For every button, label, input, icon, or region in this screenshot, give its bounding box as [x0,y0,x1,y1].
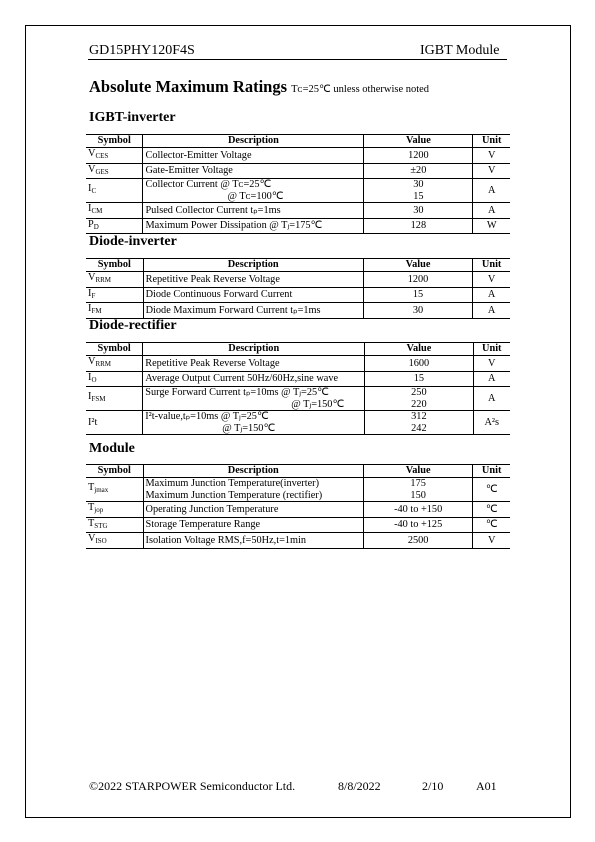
table-row [86,218,510,234]
value-cell: 30 [364,203,473,219]
ratings-table-module [86,464,510,549]
unit-cell: ℃ [473,478,510,502]
page-title-condition: Tᴄ=25℃ unless otherwise noted [291,84,430,95]
value-cell: 1200 [364,148,473,164]
value-cell: 250 220 [365,387,473,411]
value-cell: 175 150 [364,478,473,502]
col-description: Description [143,135,364,148]
col-symbol: Symbol [86,259,143,272]
footer-copyright: ©2022 STARPOWER Semiconductor Ltd. [89,779,296,793]
table-row [86,163,510,179]
unit-cell: ℃ [473,502,510,518]
unit-cell: A [473,303,510,319]
symbol-cell: $I_F$ [86,287,143,303]
value-cell: 128 [364,218,473,234]
description-cell: Collector Current @ Tᴄ=25℃ @ Tᴄ=100℃ [143,179,364,203]
table-row [86,148,510,164]
header-divider [88,59,507,60]
col-unit: Unit [473,135,510,148]
table-row [86,387,510,411]
unit-cell: V [473,148,510,164]
section-title: Diode-rectifier [89,318,177,333]
symbol-cell: $I_{FM}$ [86,303,143,319]
unit-cell: A²s [473,411,510,435]
value-cell: 312 242 [365,411,473,435]
symbol-cell: $V_{RRM}$ [86,272,143,288]
description-cell: Repetitive Peak Reverse Voltage [143,272,363,288]
description-cell: Collector-Emitter Voltage [143,148,364,164]
symbol-cell: $T_{jop}$ [86,502,143,518]
col-symbol: Symbol [86,465,143,478]
symbol-cell: $I_{CM}$ [86,203,143,219]
ratings-table-igbt-inverter [86,134,510,234]
unit-cell: V [473,533,510,549]
unit-cell: V [473,272,510,288]
symbol-cell: $I_{FSM}$ [86,387,143,411]
symbol-cell: $V_{GES}$ [86,163,143,179]
value-cell: 1200 [363,272,473,288]
table-row [86,371,510,387]
value-cell: ±20 [364,163,473,179]
table-row [86,303,510,319]
unit-cell: A [473,287,510,303]
table-row [86,478,510,502]
value-cell: 2500 [364,533,473,549]
unit-cell: V [473,163,510,179]
value-cell: 1600 [365,356,473,372]
description-cell: I²t-value,tₚ=10ms @ Tⱼ=25℃ @ Tⱼ=150℃ [143,411,365,435]
description-cell: Diode Continuous Forward Current [143,287,363,303]
description-cell: Operating Junction Temperature [143,502,363,518]
document-category: IGBT Module [420,43,500,58]
unit-cell: A [473,387,510,411]
col-unit: Unit [473,465,510,478]
value-cell: 15 [365,371,473,387]
unit-cell: A [473,179,510,203]
description-cell: Average Output Current 50Hz/60Hz,sine wave [143,371,365,387]
symbol-cell: $V_{CES}$ [86,148,143,164]
footer-page-number: 2/10 [422,779,444,793]
table-row [86,411,510,435]
description-cell: Repetitive Peak Reverse Voltage [143,356,365,372]
value-cell: -40 to +125 [364,517,473,533]
symbol-cell: $I_C$ [86,179,143,203]
unit-cell: A [473,203,510,219]
unit-cell: ℃ [473,517,510,533]
symbol-cell: I²t [86,411,143,435]
table-row [86,356,510,372]
description-cell: Storage Temperature Range [143,517,363,533]
ratings-table-diode-inverter [86,258,510,319]
table-row [86,533,510,549]
page-title-main: Absolute Maximum Ratings [89,77,288,96]
table-row [86,203,510,219]
footer-date: 8/8/2022 [338,779,381,793]
col-unit: Unit [473,343,510,356]
col-description: Description [143,343,365,356]
description-cell: Surge Forward Current tₚ=10ms @ Tⱼ=25℃ @ Tⱼ=150℃ [143,387,365,411]
table-row [86,502,510,518]
value-cell: -40 to +150 [364,502,473,518]
value-cell: 30 [363,303,473,319]
part-number: GD15PHY120F4S [89,43,195,58]
section-title: Module [89,441,135,456]
unit-cell: V [473,356,510,372]
col-value: Value [363,259,473,272]
table-row [86,272,510,288]
col-description: Description [143,465,363,478]
section-title: IGBT-inverter [89,110,176,125]
unit-cell: W [473,218,510,234]
col-description: Description [143,259,363,272]
symbol-cell: $V_{RRM}$ [86,356,143,372]
description-cell: Gate-Emitter Voltage [143,163,364,179]
col-unit: Unit [473,259,510,272]
description-cell: Pulsed Collector Current tₚ=1ms [143,203,364,219]
description-cell: Maximum Power Dissipation @ Tⱼ=175℃ [143,218,364,234]
col-value: Value [364,135,473,148]
table-row [86,517,510,533]
value-cell: 15 [363,287,473,303]
unit-cell: A [473,371,510,387]
description-cell: Diode Maximum Forward Current tₚ=1ms [143,303,363,319]
table-row [86,179,510,203]
col-symbol: Symbol [86,135,143,148]
page-title [89,77,429,97]
value-cell: 30 15 [364,179,473,203]
col-value: Value [364,465,473,478]
ratings-table-diode-rectifier [86,342,510,435]
col-value: Value [365,343,473,356]
col-symbol: Symbol [86,343,143,356]
symbol-cell: $I_O$ [86,371,143,387]
description-cell: Isolation Voltage RMS,f=50Hz,t=1min [143,533,363,549]
section-title: Diode-inverter [89,234,177,249]
symbol-cell: $T_{jmax}$ [86,478,143,502]
symbol-cell: $V_{ISO}$ [86,533,143,549]
symbol-cell: $T_{STG}$ [86,517,143,533]
description-cell: Maximum Junction Temperature(inverter) Maximum Junction Temperature (rectifier) [143,478,363,502]
footer-revision: A01 [476,779,497,793]
table-row [86,287,510,303]
symbol-cell: $P_D$ [86,218,143,234]
